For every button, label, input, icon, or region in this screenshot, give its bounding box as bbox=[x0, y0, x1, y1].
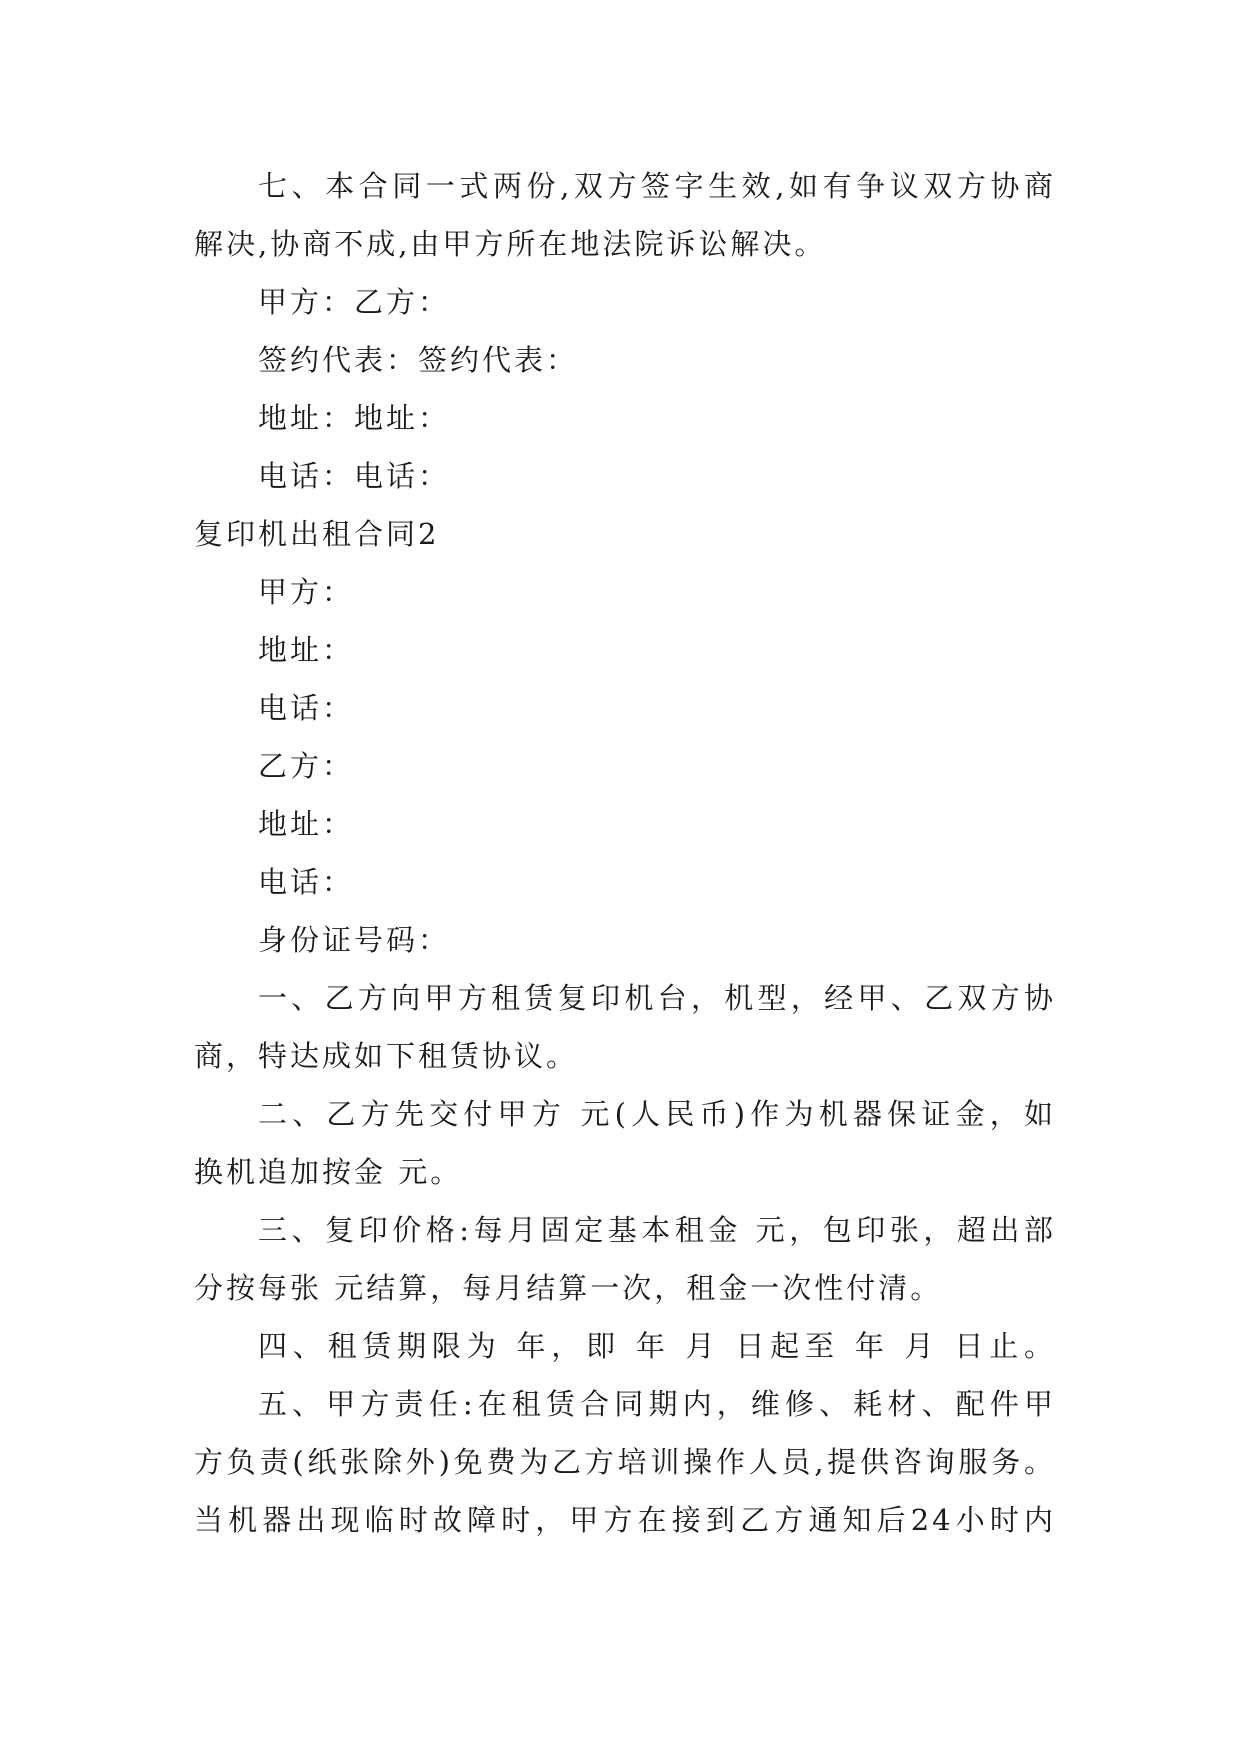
party-a-label: 甲方： bbox=[258, 575, 355, 609]
clause-2-line-2: 换机追加按金 元。 bbox=[194, 1155, 463, 1189]
id-number-label: 身份证号码： bbox=[258, 923, 451, 957]
clause-7-line-2: 解决,协商不成,由甲方所在地法院诉讼解决。 bbox=[194, 227, 827, 261]
clause-5-line-3: 当机器出现临时故障时，甲方在接到乙方通知后24小时内 bbox=[194, 1503, 1056, 1537]
clause-3-line-2: 分按每张 元结算，每月结算一次，租金一次性付清。 bbox=[194, 1271, 943, 1305]
address-labels: 地址：地址： bbox=[258, 401, 451, 435]
clause-5-line-2: 方负责(纸张除外)免费为乙方培训操作人员,提供咨询服务。 bbox=[194, 1445, 1056, 1479]
party-b-phone-label: 电话： bbox=[258, 865, 355, 899]
phone-labels: 电话：电话： bbox=[258, 459, 451, 493]
party-a-phone-label: 电话： bbox=[258, 691, 355, 725]
clause-1-line-1: 一、乙方向甲方租赁复印机台，机型，经甲、乙双方协 bbox=[258, 981, 1056, 1015]
representative-labels: 签约代表：签约代表： bbox=[258, 343, 579, 377]
clause-2-line-1: 二、乙方先交付甲方 元(人民币)作为机器保证金，如 bbox=[258, 1097, 1056, 1131]
clause-1-line-2: 商，特达成如下租赁协议。 bbox=[194, 1039, 579, 1073]
party-b-address-label: 地址： bbox=[258, 807, 355, 841]
party-a-address-label: 地址： bbox=[258, 633, 355, 667]
party-labels: 甲方：乙方： bbox=[258, 285, 451, 319]
section-title: 复印机出租合同2 bbox=[194, 517, 440, 551]
clause-4-line-1: 四、租赁期限为 年，即 年 月 日起至 年 月 日止。 bbox=[258, 1329, 1056, 1363]
clause-7-line-1: 七、本合同一式两份,双方签字生效,如有争议双方协商 bbox=[258, 169, 1056, 203]
clause-3-line-1: 三、复印价格:每月固定基本租金 元，包印张，超出部 bbox=[258, 1213, 1056, 1247]
clause-5-line-1: 五、甲方责任:在租赁合同期内，维修、耗材、配件甲 bbox=[258, 1387, 1056, 1421]
party-b-label: 乙方： bbox=[258, 749, 355, 783]
